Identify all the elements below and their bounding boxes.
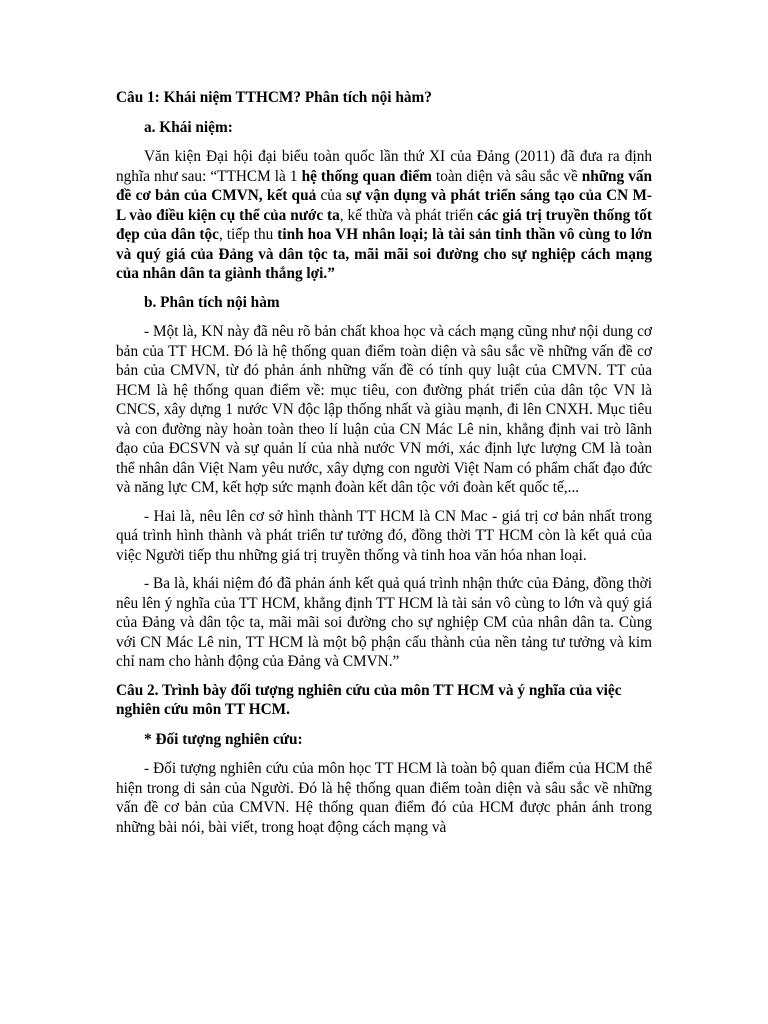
definition-paragraph [116,147,652,284]
analysis-point-3: - Ba là, khái niệm đó đã phản ánh kết quả quá trình nhận thức của Đảng, đồng thời nêu lên ý nghĩa của TT HCM, khẳng định TT HCM là tài sản vô cùng to lớn và quý giá của Đảng và dân tộc ta, mãi mãi soi đường cho sự nghiệp CM của nhân dân ta. Cùng với CN Mác Lê nin, TT HCM là một bộ phận cấu thành của nền tảng tư tưởng và kim chỉ nam cho hành động của Đảng và CMVN.” [116,575,652,670]
definition-bold-5: tinh hoa VH nhân loại; là tài sản tinh thần vô cùng to lớn và quý giá của Đảng và dân tộc ta, mãi mãi soi đường cho sự nghiệp cách mạng của nhân dân ta giành thắng lợi.” [116,226,652,282]
definition-bold-1: hệ thống quan điểm [301,167,432,185]
section-b-heading: b. Phân tích nội hàm [144,293,280,311]
section-a-heading: a. Khái niệm: [144,118,233,136]
definition-text-3: của [316,187,346,204]
definition-bold-3: sự vận dụng và phát triển sáng tạo của CN M-L vào điều kiện cụ thể của nước ta [116,187,652,224]
definition-text-1: Văn kiện Đại hội đại biểu toàn quốc lần thứ XI của Đảng (2011) đã đưa ra định nghĩa như sau: “TTHCM là 1 [116,148,652,185]
definition-text-4: , kế thừa và phát triển [339,206,478,224]
document-body [116,88,652,846]
research-object-paragraph: - Đối tượng nghiên cứu của môn học TT HCM là toàn bộ quan điểm của HCM thể hiện trong di sản của Người. Đó là hệ thống quan điểm toàn diện và sâu sắc về những vấn đề cơ bản của CMVN. Hệ thống quan điểm đó của HCM được phản ánh trong những bài nói, bài viết, trong hoạt động cách mạng và [116,760,652,836]
analysis-point-2: - Hai là, nêu lên cơ sở hình thành TT HCM là CN Mac - giá trị cơ bản nhất trong quá trình hình thành và phát triển tư tưởng đó, đồng thời TT HCM còn là kết quả của việc Người tiếp thu những giá trị truyền thống và tinh hoa văn hóa nhan loại. [116,507,652,564]
analysis-point-1: - Một là, KN này đã nêu rõ bản chất khoa học và cách mạng cũng như nội dung cơ bản của TT HCM. Đó là hệ thống quan điểm toàn diện và sâu sắc về những vấn đề cơ bản của CMVN, từ đó phản ánh những vấn đề có tính quy luật của CMVN. TT của HCM là hệ thống quan điểm về: mục tiêu, con đường phát triển của dân tộc VN là CNCS, xây dựng 1 nước VN độc lập thống nhất và giàu mạnh, đi lên CNXH. Mục tiêu và con đường này hoàn toàn theo lí luận của CN Mác Lê nin, khẳng định vai trò lãnh đạo của ĐCSVN và sự quản lí của nhà nước VN mới, xác định lực lượng CM là toàn thể nhân dân Việt Nam yêu nước, xây dựng con người Việt Nam có phẩm chất đạo đức và năng lực CM, kết hợp sức mạnh đoàn kết dân tộc với đoàn kết quốc tế,... [116,323,652,496]
definition-bold-4: các giá trị truyền thống tốt đẹp của dân tộc [116,206,652,243]
question-1-title: Câu 1: Khái niệm TTHCM? Phân tích nội hàm? [116,89,432,106]
research-object-heading: * Đối tượng nghiên cứu: [144,730,303,748]
question-2-title: Câu 2. Trình bày đối tượng nghiên cứu của môn TT HCM và ý nghĩa của việc nghiên cứu môn TT HCM. [116,681,622,718]
definition-bold-2: những vấn đề cơ bản của CMVN, kết quả [116,167,653,204]
definition-text-5: , tiếp thu [218,226,278,243]
definition-text-2: toàn diện và sâu sắc về [431,167,582,185]
